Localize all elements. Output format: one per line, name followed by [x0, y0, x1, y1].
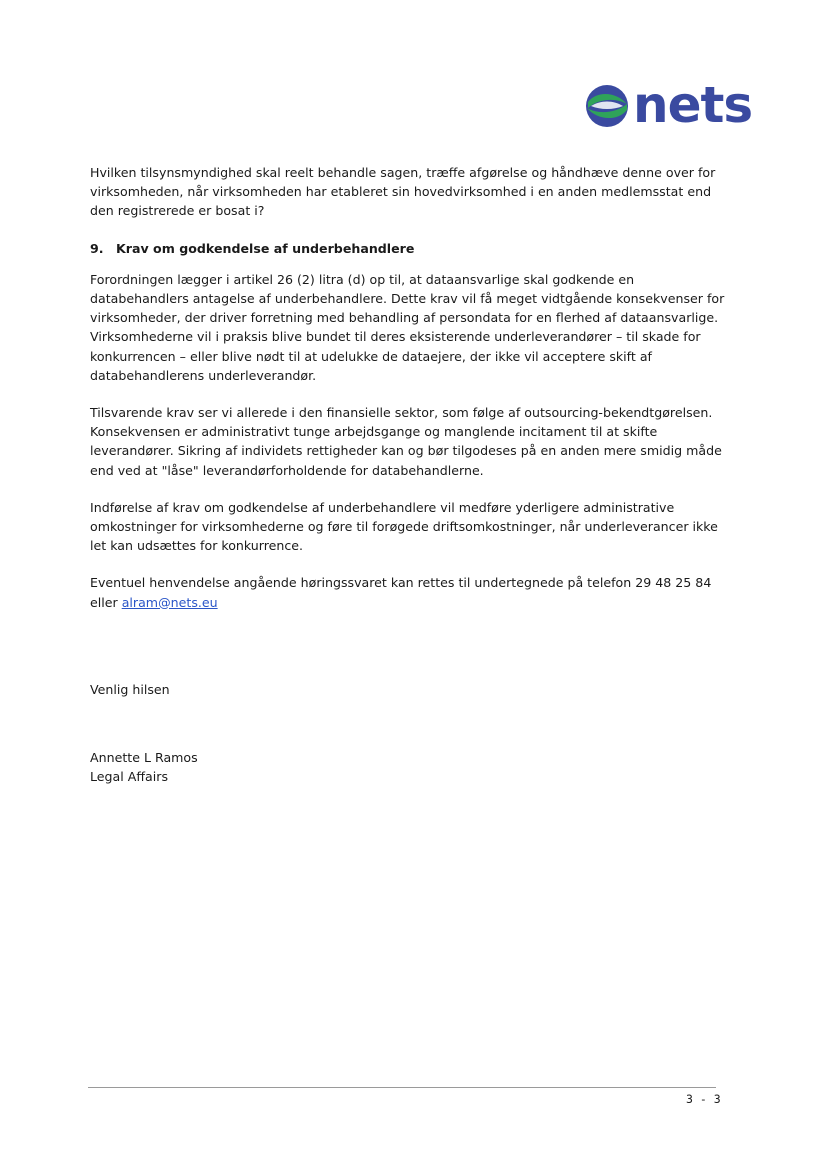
section-title: Krav om godkendelse af underbehandlere: [116, 240, 415, 256]
nets-logo: [583, 76, 753, 134]
section-number: 9.: [90, 240, 104, 256]
page-number: 3 - 3: [686, 1092, 721, 1106]
intro-paragraph: Hvilken tilsynsmyndighed skal reelt behandle sagen, træffe afgørelse og håndhæve denne over for virksomheden, når virksomheden har etableret sin hovedvirksomhed i en anden medlemsstat end den registrerede er bosat i?: [90, 165, 716, 219]
section-heading: [90, 239, 730, 258]
signature-title: Legal Affairs: [90, 769, 169, 785]
nets-swirl-logo-icon: [583, 82, 631, 130]
paragraph-3: Indførelse af krav om godkendelse af underbehandlere vil medføre yderligere administrative omkostninger for virksomhederne og føre til forøgede driftsomkostninger, når underleverancer ikke let kan udsættes for konkurrence.: [90, 499, 718, 554]
footer-divider: [88, 1087, 716, 1088]
paragraph-2: Tilsvarende krav ser vi allerede i den finansielle sektor, som følge af outsourcing-bekendtgørelsen. Konsekvensen er administrativt tunge arbejdsgange og manglende incitament til at skifte leverandører. Sikring af individets rettigheder kan og bør tilgodeses på en anden mere smidig måde end ved at "låse" leverandørforholdende for databehandlerne.: [90, 405, 722, 478]
email-link[interactable]: alram@nets.eu: [121, 594, 218, 610]
logo-wordmark: nets: [633, 76, 753, 134]
signature-name: Annette L Ramos: [90, 750, 198, 765]
contact-text: Eventuel henvendelse angående høringssvaret kan rettes til undertegnede på telefon 29 48 25 84 eller: [90, 575, 712, 610]
letter-body: [90, 163, 730, 630]
contact-paragraph: [90, 573, 730, 611]
closing-greeting: Venlig hilsen: [90, 682, 170, 697]
paragraph-1: Forordningen lægger i artikel 26 (2) litra (d) op til, at dataansvarlige skal godkende en databehandlers antagelse af underbehandlere. Dette krav vil få meget vidtgående konsekvenser for virksomheder, der driver forretning med behandling af persondata for en flerhed af dataansvarlige. Virksomhederne vil i praksis blive bundet til deres eksisterende underleverandører – til skade for konkurrencen – eller blive nødt til at udelukke de dataejere, der ikke vil acceptere skift af databehandlerens underleverandør.: [90, 271, 725, 383]
signature-block: [90, 748, 198, 786]
